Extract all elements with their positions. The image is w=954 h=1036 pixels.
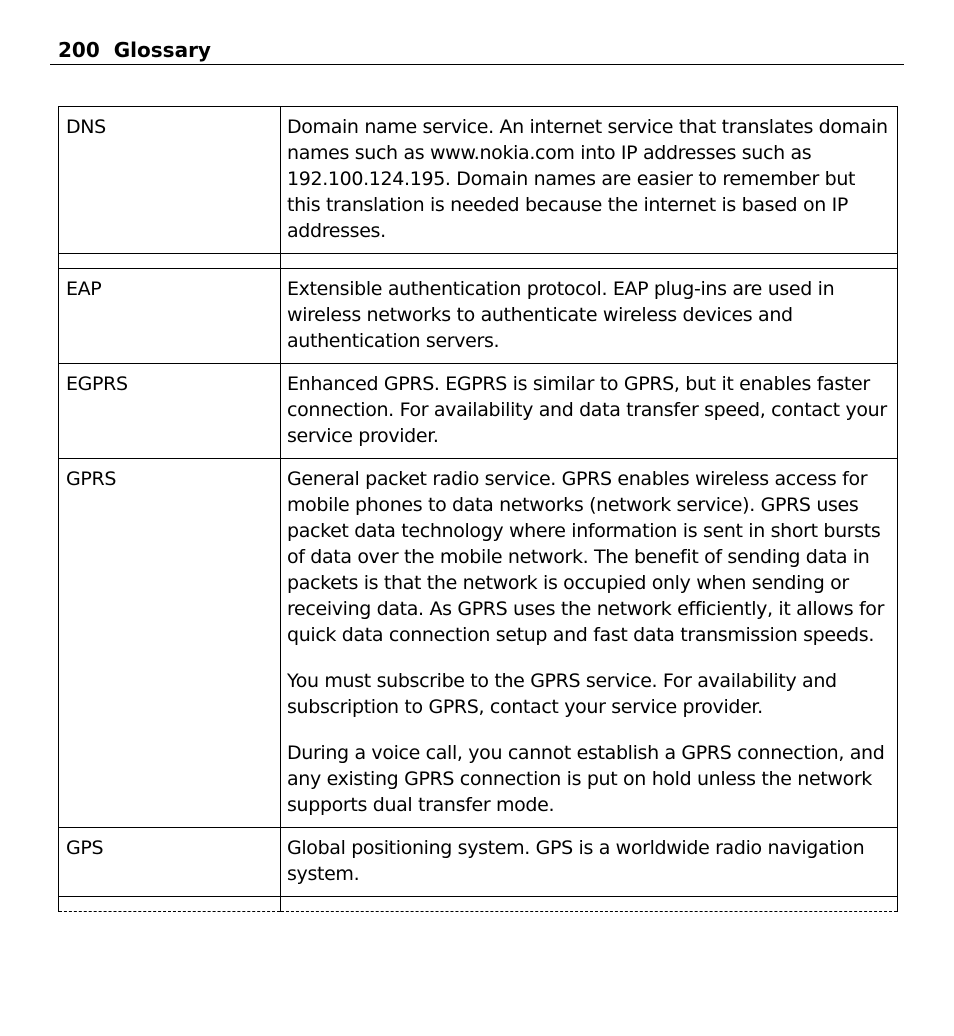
glossary-term: GPS <box>59 828 281 897</box>
glossary-definition <box>281 364 898 459</box>
page-number: 200 <box>58 38 100 62</box>
definition-paragraph: During a voice call, you cannot establish a GPRS connection, and any existing GPRS connection is put on hold unless the network supports dual transfer mode. <box>287 742 885 816</box>
glossary-definition <box>281 107 898 254</box>
definition-paragraph: Enhanced GPRS. EGPRS is similar to GPRS, but it enables faster connection. For availability and data transfer speed, contact your service provider. <box>287 373 887 447</box>
spacer-cell <box>59 254 281 269</box>
table-row <box>59 107 898 254</box>
table-row-spacer <box>59 254 898 269</box>
definition-paragraph: You must subscribe to the GPRS service. For availability and subscription to GPRS, contact your service provider. <box>287 670 837 718</box>
table-row-spacer <box>59 897 898 912</box>
glossary-definition <box>281 269 898 364</box>
table-row <box>59 828 898 897</box>
glossary-term: GPRS <box>59 459 281 828</box>
definition-paragraph: Domain name service. An internet service that translates domain names such as www.nokia.com into IP addresses such as 192.100.124.195. Domain names are easier to remember but this translation is needed because the internet is based on IP addresses. <box>287 116 888 242</box>
glossary-term: EAP <box>59 269 281 364</box>
table-row <box>59 269 898 364</box>
definition-paragraph: Global positioning system. GPS is a worldwide radio navigation system. <box>287 837 865 885</box>
spacer-cell <box>59 897 281 912</box>
definition-paragraph: Extensible authentication protocol. EAP plug-ins are used in wireless networks to authenticate wireless devices and authentication servers. <box>287 278 835 352</box>
section-title: Glossary <box>113 38 211 62</box>
glossary-term: DNS <box>59 107 281 254</box>
glossary-definition <box>281 459 898 828</box>
spacer-cell <box>281 254 898 269</box>
glossary-definition <box>281 828 898 897</box>
table-row <box>59 364 898 459</box>
table-row <box>59 459 898 828</box>
definition-paragraph: General packet radio service. GPRS enables wireless access for mobile phones to data networks (network service). GPRS uses packet data technology where information is sent in short bursts of data over the mobile network. The benefit of sending data in packets is that the network is occupied only when sending or receiving data. As GPRS uses the network efficiently, it allows for quick data connection setup and fast data transmission speeds. <box>287 468 885 646</box>
page-header <box>50 36 904 65</box>
glossary-table <box>58 106 898 912</box>
spacer-cell <box>281 897 898 912</box>
glossary-term: EGPRS <box>59 364 281 459</box>
